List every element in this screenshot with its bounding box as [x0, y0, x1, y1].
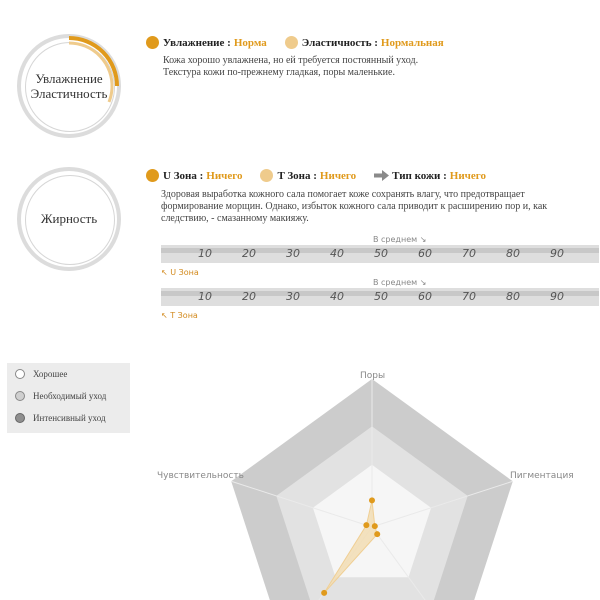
scale-tick: 90 — [550, 247, 564, 260]
radar-axis-label-pores: Поры — [360, 371, 386, 381]
u-zone-average-label: В среднем ↘ — [373, 235, 427, 244]
t-zone-average-label: В среднем ↘ — [373, 278, 427, 287]
radar-axis-label-sensitivity: Чувствительность — [157, 471, 244, 481]
radar-point-3 — [321, 590, 327, 596]
scale-tick: 90 — [550, 290, 564, 303]
key-item-good-label: Хорошее — [33, 369, 68, 379]
key-item-intensive-care-label: Интенсивный уход — [33, 413, 106, 423]
scale-tick: 70 — [462, 247, 476, 260]
hydration-legend-value: Норма — [233, 36, 267, 49]
scale-tick: 10 — [198, 247, 212, 260]
u-zone-legend-value: Ничего — [206, 169, 243, 182]
t-zone-legend-name: T Зона : — [277, 169, 317, 182]
scale-tick: 40 — [330, 247, 344, 260]
scale-tick: 50 — [374, 247, 388, 260]
oiliness-desc-line2: формирование морщин. Однако, избыток кожного сала приводит к расширению пор и, как — [161, 201, 548, 212]
scale-tick: 20 — [242, 290, 256, 303]
oiliness-desc-line3: следствию, - смазанному макияжу. — [161, 213, 309, 224]
scale-tick: 70 — [462, 290, 476, 303]
radar-point-1 — [372, 523, 378, 529]
hydration-label: Увлажнение — [35, 71, 103, 86]
skin-type-legend-value: Ничего — [449, 169, 486, 182]
key-item-care-needed-label: Необходимый уход — [33, 391, 107, 401]
scale-tick: 60 — [418, 247, 432, 260]
scale-tick: 30 — [286, 290, 300, 303]
elasticity-label: Эластичность — [30, 86, 108, 101]
scale-tick: 10 — [198, 290, 212, 303]
t-zone-legend-value: Ничего — [319, 169, 357, 182]
elasticity-legend-name: Эластичность : — [301, 36, 378, 49]
radar-axis-label-pigmentation: Пигментация — [510, 471, 574, 481]
scale-tick: 30 — [286, 247, 300, 260]
scale-tick: 50 — [374, 290, 388, 303]
hydration-legend-name: Увлажнение : — [163, 36, 231, 49]
u-zone-legend-name: U Зона : — [163, 169, 204, 182]
oiliness-desc-line1: Здоровая выработка кожного сала помогает коже сохранять влагу, что предотвращает — [161, 189, 525, 200]
u-zone-marker-label: ↖ U Зона — [161, 268, 199, 277]
radar-point-4 — [363, 522, 369, 528]
scale-tick: 80 — [506, 290, 520, 303]
scale-tick: 80 — [506, 247, 520, 260]
hydration-desc-line2: Текстура кожи по-прежнему гладкая, поры маленькие. — [163, 67, 395, 78]
oiliness-ring-label: Жирность — [40, 211, 98, 226]
hydration-desc-line1: Кожа хорошо увлажнена, но ей требуется постоянный уход. — [163, 55, 419, 66]
radar-point-0 — [369, 497, 375, 503]
radar-point-2 — [374, 531, 380, 537]
skin-type-legend-name: Тип кожи : — [392, 169, 447, 182]
t-zone-marker-label: ↖ T Зона — [161, 311, 198, 320]
scale-tick: 40 — [330, 290, 344, 303]
scale-tick: 20 — [242, 247, 256, 260]
scale-tick: 60 — [418, 290, 432, 303]
elasticity-legend-value: Нормальная — [380, 36, 444, 49]
